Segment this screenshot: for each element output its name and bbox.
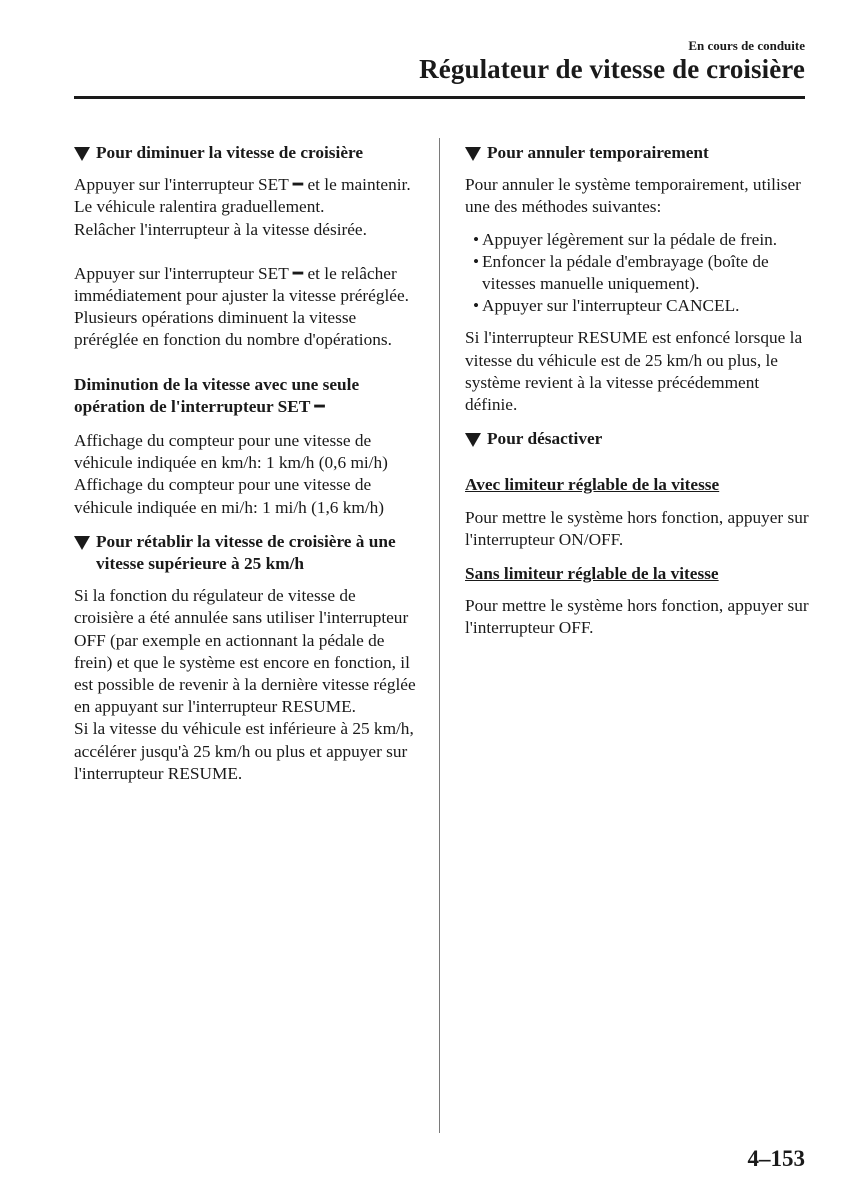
page-number: 4–153 xyxy=(747,1146,805,1171)
page-title: Régulateur de vitesse de croisière xyxy=(419,54,805,84)
triangle-down-icon xyxy=(465,433,481,447)
section-heading-annuler xyxy=(465,142,810,164)
bullet-icon: • xyxy=(473,251,480,271)
list-item xyxy=(465,251,810,295)
title-rule xyxy=(74,96,805,99)
column-divider xyxy=(439,138,440,1133)
paragraph: Relâcher l'interrupteur à la vitesse désirée. xyxy=(74,219,367,239)
bullet-icon: • xyxy=(473,296,480,316)
list-item-text: Appuyer sur l'interrupteur CANCEL. xyxy=(482,296,740,316)
section-heading-text: Pour désactiver xyxy=(487,429,603,449)
chapter-label: En cours de conduite xyxy=(688,38,805,53)
right-column xyxy=(465,142,810,640)
paragraph: Affichage du compteur pour une vitesse de véhicule indiquée en km/h: 1 km/h (0,6 mi/h) xyxy=(74,431,388,473)
triangle-down-icon xyxy=(465,147,481,161)
left-column xyxy=(74,142,419,785)
paragraph: Si la vitesse du véhicule est inférieure à 25 km/h, accélérer jusqu'à 25 km/h ou plus et appuyer sur l'interrupteur RESUME. xyxy=(74,719,414,783)
list-item-text: Appuyer légèrement sur la pédale de frein. xyxy=(482,229,778,249)
section-heading-desactiver xyxy=(465,428,810,450)
underlined-subheading: Sans limiteur réglable de la vitesse xyxy=(465,564,719,584)
paragraph: Si la fonction du régulateur de vitesse de croisière a été annulée sans utiliser l'interrupteur OFF (par exemple en actionnant la pédale de frein) et que le système est encore en fonction, il est possible de revenir à la dernière vitesse réglée en appuyant sur l'interrupteur RESUME. xyxy=(74,586,416,717)
triangle-down-icon xyxy=(74,147,90,161)
list-item xyxy=(465,229,810,251)
section-heading-retablir xyxy=(74,531,419,575)
paragraph: Si l'interrupteur RESUME est enfoncé lorsque la vitesse du véhicule est de 25 km/h ou plus, le système revient à la vitesse précédemment définie. xyxy=(465,328,803,415)
section-heading-text: Pour rétablir la vitesse de croisière à une vitesse supérieure à 25 km/h xyxy=(96,531,396,574)
paragraph: Pour mettre le système hors fonction, appuyer sur l'interrupteur ON/OFF. xyxy=(465,507,809,549)
underlined-subheading: Avec limiteur réglable de la vitesse xyxy=(465,475,720,495)
section-heading-diminuer xyxy=(74,142,419,164)
paragraph: Appuyer sur l'interrupteur SET ━ et le maintenir. Le véhicule ralentira graduellement. xyxy=(74,175,411,217)
section-heading-text: Pour annuler temporairement xyxy=(487,143,709,162)
section-heading-text: Pour diminuer la vitesse de croisière xyxy=(96,143,364,162)
paragraph: Pour mettre le système hors fonction, appuyer sur l'interrupteur OFF. xyxy=(465,596,809,638)
bullet-list xyxy=(465,229,810,318)
subheading: Diminution de la vitesse avec une seule opération de l'interrupteur SET ━ xyxy=(74,374,360,416)
paragraph: Pour annuler le système temporairement, utiliser une des méthodes suivantes: xyxy=(465,175,801,217)
list-item-text: Enfoncer la pédale d'embrayage (boîte de vitesses manuelle uniquement). xyxy=(482,251,769,294)
triangle-down-icon xyxy=(74,536,90,550)
paragraph: Appuyer sur l'interrupteur SET ━ et le relâcher immédiatement pour ajuster la vitesse préréglée. Plusieurs opérations diminuent la vitesse préréglée en fonction du nombre d'opérations. xyxy=(74,263,409,350)
bullet-icon: • xyxy=(473,229,480,249)
paragraph: Affichage du compteur pour une vitesse de véhicule indiquée en mi/h: 1 mi/h (1,6 km/h) xyxy=(74,475,385,517)
list-item xyxy=(465,295,810,317)
